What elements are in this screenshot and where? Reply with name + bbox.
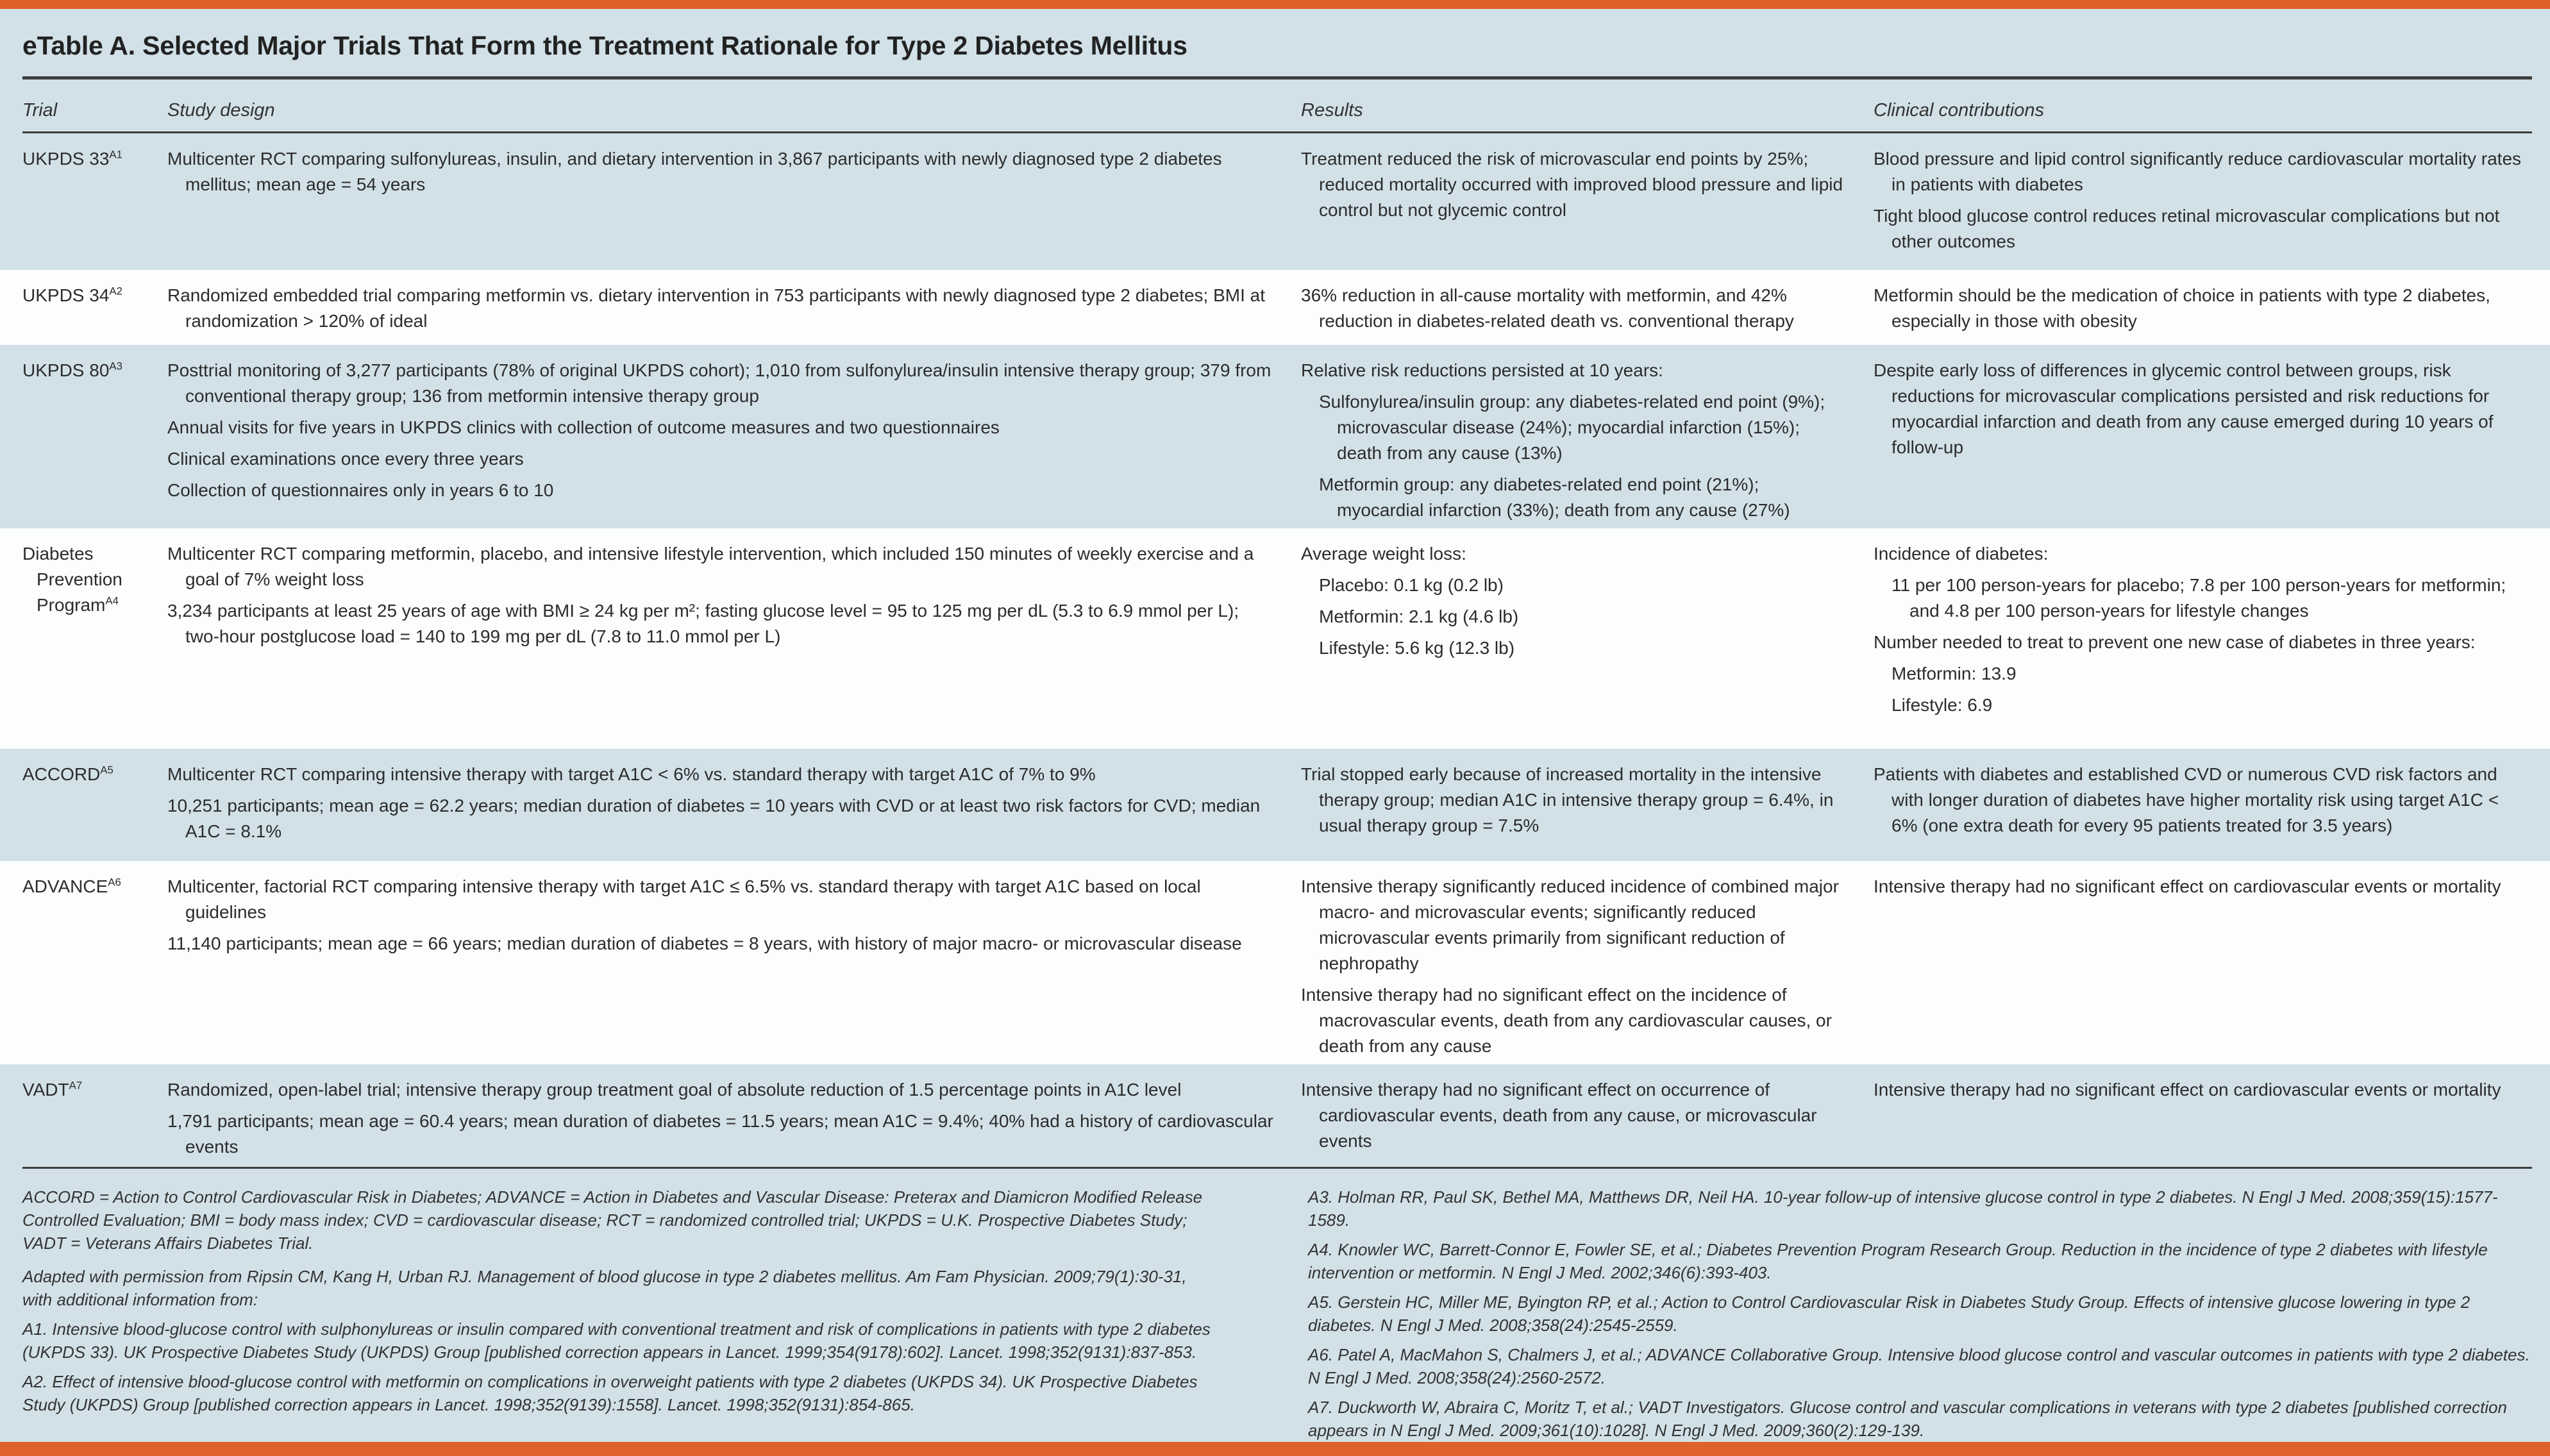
abbreviations-note: ACCORD = Action to Control Cardiovascular Risk in Diabetes; ADVANCE = Action in Diabetes and Vascular Disease: Preterax and Diamicron Modified Release Controlled Evaluation; BMI = body mass index; CVD = cardiovascular disease; RCT = randomized controlled trial; UKPDS = U.K. Prospective Diabetes Study; VADT = Veterans Affairs Diabetes Trial. (22, 1187, 1203, 1253)
study-design-paragraph: Randomized, open-label trial; intensive therapy group treatment goal of absolute reduction of 1.5 percentage points in A1C level (167, 1080, 1182, 1100)
results-cell (1301, 146, 1874, 265)
results-paragraph: Relative risk reductions persisted at 10 years: (1301, 360, 1663, 380)
column-header-trial: Trial (22, 100, 58, 121)
trial-label: Diabetes Prevention Program (22, 544, 122, 615)
clinical-contributions-cell (1874, 146, 2532, 265)
results-subitem: Metformin group: any diabetes-related end point (21%); myocardial infarction (33%); death from any cause (27%) (1319, 474, 1790, 520)
study-design-cell (167, 146, 1301, 265)
results-paragraph: Trial stopped early because of increased mortality in the intensive therapy group; median A1C in intensive therapy group = 6.4%, in usual therapy group = 7.5% (1301, 764, 1834, 835)
study-design-cell (167, 874, 1301, 1059)
study-design-cell (167, 541, 1301, 744)
results-paragraph: Intensive therapy had no significant effect on the incidence of macrovascular events, death from any cardiovascular causes, or death from any cause (1301, 985, 1832, 1056)
trial-label: VADT (22, 1080, 69, 1100)
reference-superscript: A5 (100, 764, 113, 776)
reference-a5: A5. Gerstein HC, Miller ME, Byington RP, et al.; Action to Control Cardiovascular Risk in Diabetes Study Group. Effects of intensive glucose lowering in type 2 diabetes. N Engl J Med. 2008;358(24):2545-2559. (1308, 1293, 2470, 1335)
contribution-subitem: 11 per 100 person-years for placebo; 7.8 per 100 person-years for metformin; and 4.8 per 100 person-years for lifestyle changes (1892, 575, 2506, 621)
study-design-paragraph: 11,140 participants; mean age = 66 years; median duration of diabetes = 8 years, with history of major macro- or microvascular disease (167, 933, 1242, 953)
study-design-paragraph: Multicenter RCT comparing intensive therapy with target A1C < 6% vs. standard therapy with target A1C of 7% to 9% (167, 764, 1096, 784)
study-design-cell (167, 762, 1301, 856)
contribution-subitem: Metformin: 13.9 (1892, 664, 2017, 683)
clinical-contributions-cell (1874, 541, 2532, 744)
table-row-accord (0, 749, 2550, 861)
study-design-paragraph: 3,234 participants at least 25 years of age with BMI ≥ 24 kg per m²; fasting glucose level = 95 to 125 mg per dL (5.3 to 6.9 mmol per L); two-hour postglucose load = 140 to 199 mg per dL (7.8 to 11.0 mmol per L) (167, 601, 1239, 646)
trial-label: ACCORD (22, 764, 101, 784)
study-design-paragraph: Randomized embedded trial comparing metformin vs. dietary intervention in 753 participants with newly diagnosed type 2 diabetes; BMI at randomization > 120% of ideal (167, 285, 1266, 331)
contribution-paragraph: Tight blood glucose control reduces retinal microvascular complications but not other outcomes (1874, 206, 2500, 251)
contribution-paragraph: Incidence of diabetes: (1874, 544, 2049, 564)
table-row-ukpds-33 (0, 133, 2550, 270)
column-header-clinical-contributions: Clinical contributions (1874, 100, 2044, 121)
column-header-results: Results (1301, 100, 1363, 121)
trial-label: UKPDS 33 (22, 149, 110, 169)
reference-superscript: A4 (105, 594, 119, 607)
table-row-diabetes-prevention-program (0, 528, 2550, 749)
study-design-cell (167, 1077, 1301, 1162)
trial-name (22, 283, 167, 340)
contribution-paragraph: Despite early loss of differences in glycemic control between groups, risk reductions for microvascular complications persisted and risk reductions for myocardial infarction and death from any cause emerged during 10 years of follow-up (1874, 360, 2494, 457)
adapted-from-note: Adapted with permission from Ripsin CM, Kang H, Urban RJ. Management of blood glucose in type 2 diabetes mellitus. Am Fam Physician. 2009;79(1):30-31, with additional information from: (22, 1267, 1187, 1309)
reference-superscript: A2 (109, 285, 122, 297)
study-design-paragraph: Annual visits for five years in UKPDS clinics with collection of outcome measures and two questionnaires (167, 417, 1000, 437)
contribution-paragraph: Number needed to treat to prevent one new case of diabetes in three years: (1874, 632, 2476, 652)
reference-a7: A7. Duckworth W, Abraira C, Moritz T, et al.; VADT Investigators. Glucose control and vascular complications in veterans with type 2 diabetes [published correction appears in N Engl J Med. 2009;361(10):1028]. N Engl J Med. 2009;360(2):129-139. (1308, 1398, 2507, 1440)
reference-superscript: A3 (109, 360, 122, 372)
results-subitem: Lifestyle: 5.6 kg (12.3 lb) (1319, 638, 1515, 658)
bottom-accent-bar (0, 1442, 2550, 1456)
footnote-column-left (22, 1185, 1211, 1448)
footnote-section (0, 1169, 2550, 1448)
table-row-ukpds-34 (0, 270, 2550, 345)
study-design-paragraph: Clinical examinations once every three years (167, 449, 524, 469)
trial-name (22, 541, 167, 744)
trial-label: UKPDS 34 (22, 285, 110, 305)
study-design-paragraph: 10,251 participants; mean age = 62.2 years; median duration of diabetes = 10 years with CVD or at least two risk factors for CVD; median A1C = 8.1% (167, 796, 1261, 841)
trial-name (22, 1077, 167, 1162)
reference-superscript: A1 (109, 148, 122, 161)
study-design-cell (167, 358, 1301, 523)
top-accent-bar (0, 0, 2550, 9)
results-subitem: Placebo: 0.1 kg (0.2 lb) (1319, 575, 1504, 595)
reference-a4: A4. Knowler WC, Barrett-Connor E, Fowler SE, et al.; Diabetes Prevention Program Research Group. Reduction in the incidence of type 2 diabetes with lifestyle intervention or metformin. N Engl J Med. 2002;346(6):393-403. (1308, 1240, 2488, 1282)
study-design-paragraph: Multicenter RCT comparing sulfonylureas, insulin, and dietary intervention in 3,867 participants with newly diagnosed type 2 diabetes mellitus; mean age = 54 years (167, 149, 1222, 194)
table-row-ukpds-80 (0, 345, 2550, 528)
contribution-paragraph: Patients with diabetes and established CVD or numerous CVD risk factors and with longer duration of diabetes have higher mortality risk using target A1C < 6% (one extra death for every 95 patients treated for 3.5 years) (1874, 764, 2499, 835)
results-cell (1301, 874, 1874, 1059)
results-paragraph: Intensive therapy significantly reduced incidence of combined major macro- and microvascular events; significantly reduced microvascular events primarily from significant reduction of nephropathy (1301, 876, 1839, 973)
reference-a2: A2. Effect of intensive blood-glucose control with metformin on complications in overweight patients with type 2 diabetes (UKPDS 34). UK Prospective Diabetes Study (UKPDS) Group [published correction appears in Lancet. 1998;352(9139):1558]. Lancet. 1998;352(9131):854-865. (22, 1372, 1198, 1414)
reference-superscript: A7 (69, 1079, 83, 1092)
trial-name (22, 146, 167, 265)
results-subitem: Metformin: 2.1 kg (4.6 lb) (1319, 607, 1519, 626)
trial-label: UKPDS 80 (22, 360, 110, 380)
contribution-paragraph: Intensive therapy had no significant effect on cardiovascular events or mortality (1874, 876, 2501, 896)
results-paragraph: Intensive therapy had no significant effect on occurrence of cardiovascular events, death from any cause, or microvascular events (1301, 1080, 1817, 1151)
study-design-paragraph: Multicenter RCT comparing metformin, placebo, and intensive lifestyle intervention, which included 150 minutes of weekly exercise and a goal of 7% weight loss (167, 544, 1254, 589)
reference-a6: A6. Patel A, MacMahon S, Chalmers J, et al.; ADVANCE Collaborative Group. Intensive blood glucose control and vascular outcomes in patients with type 2 diabetes. N Engl J Med. 2008;358(24):2560-2572. (1308, 1345, 2530, 1387)
study-design-paragraph: 1,791 participants; mean age = 60.4 years; mean duration of diabetes = 11.5 years; mean A1C = 9.4%; 40% had a history of cardiovascular events (167, 1111, 1273, 1157)
results-cell (1301, 283, 1874, 340)
results-subitem: Sulfonylurea/insulin group: any diabetes-related end point (9%); microvascular disease (24%); myocardial infarction (15%); death from any cause (13%) (1319, 392, 1825, 463)
reference-a3: A3. Holman RR, Paul SK, Bethel MA, Matthews DR, Neil HA. 10-year follow-up of intensive glucose control in type 2 diabetes. N Engl J Med. 2008;359(15):1577-1589. (1308, 1187, 2498, 1230)
clinical-contributions-cell (1874, 874, 2532, 1059)
page-title: eTable A. Selected Major Trials That Form the Treatment Rationale for Type 2 Diabetes Mellitus (22, 31, 1187, 60)
study-design-paragraph: Posttrial monitoring of 3,277 participants (78% of original UKPDS cohort); 1,010 from sulfonylurea/insulin intensive therapy group; 379 from conventional therapy group; 136 from metformin intensive therapy group (167, 360, 1271, 406)
trial-name (22, 358, 167, 523)
results-cell (1301, 762, 1874, 856)
results-paragraph: 36% reduction in all-cause mortality with metformin, and 42% reduction in diabetes-related death vs. conventional therapy (1301, 285, 1794, 331)
clinical-contributions-cell (1874, 1077, 2532, 1162)
reference-a1: A1. Intensive blood-glucose control with sulphonylureas or insulin compared with conventional treatment and risk of complications in patients with type 2 diabetes (UKPDS 33). UK Prospective Diabetes Study (UKPDS) Group [published correction appears in Lancet. 1999;354(9178):602]. Lancet. 1998;352(9131):837-853. (22, 1319, 1211, 1362)
footnote-column-right (1308, 1185, 2532, 1448)
table-row-advance (0, 861, 2550, 1064)
results-cell (1301, 1077, 1874, 1162)
results-cell (1301, 541, 1874, 744)
trial-name (22, 762, 167, 856)
study-design-cell (167, 283, 1301, 340)
column-header-study-design: Study design (167, 100, 275, 121)
results-paragraph: Average weight loss: (1301, 544, 1466, 564)
results-cell (1301, 358, 1874, 523)
contribution-subitem: Lifestyle: 6.9 (1892, 695, 1993, 715)
trial-name (22, 874, 167, 1059)
contribution-paragraph: Blood pressure and lipid control significantly reduce cardiovascular mortality rates in patients with diabetes (1874, 149, 2522, 194)
study-design-paragraph: Collection of questionnaires only in years 6 to 10 (167, 480, 554, 500)
contribution-paragraph: Intensive therapy had no significant effect on cardiovascular events or mortality (1874, 1080, 2501, 1100)
reference-superscript: A6 (108, 876, 121, 889)
title-band (0, 9, 2550, 76)
clinical-contributions-cell (1874, 762, 2532, 856)
clinical-contributions-cell (1874, 283, 2532, 340)
clinical-contributions-cell (1874, 358, 2532, 523)
table-row-vadt (0, 1064, 2550, 1167)
trial-label: ADVANCE (22, 876, 108, 896)
results-paragraph: Treatment reduced the risk of microvascular end points by 25%; reduced mortality occurred with improved blood pressure and lipid control but not glycemic control (1301, 149, 1843, 220)
column-header-row (0, 79, 2550, 131)
contribution-paragraph: Metformin should be the medication of choice in patients with type 2 diabetes, especially in those with obesity (1874, 285, 2490, 331)
study-design-paragraph: Multicenter, factorial RCT comparing intensive therapy with target A1C ≤ 6.5% vs. standard therapy with target A1C based on local guidelines (167, 876, 1201, 922)
